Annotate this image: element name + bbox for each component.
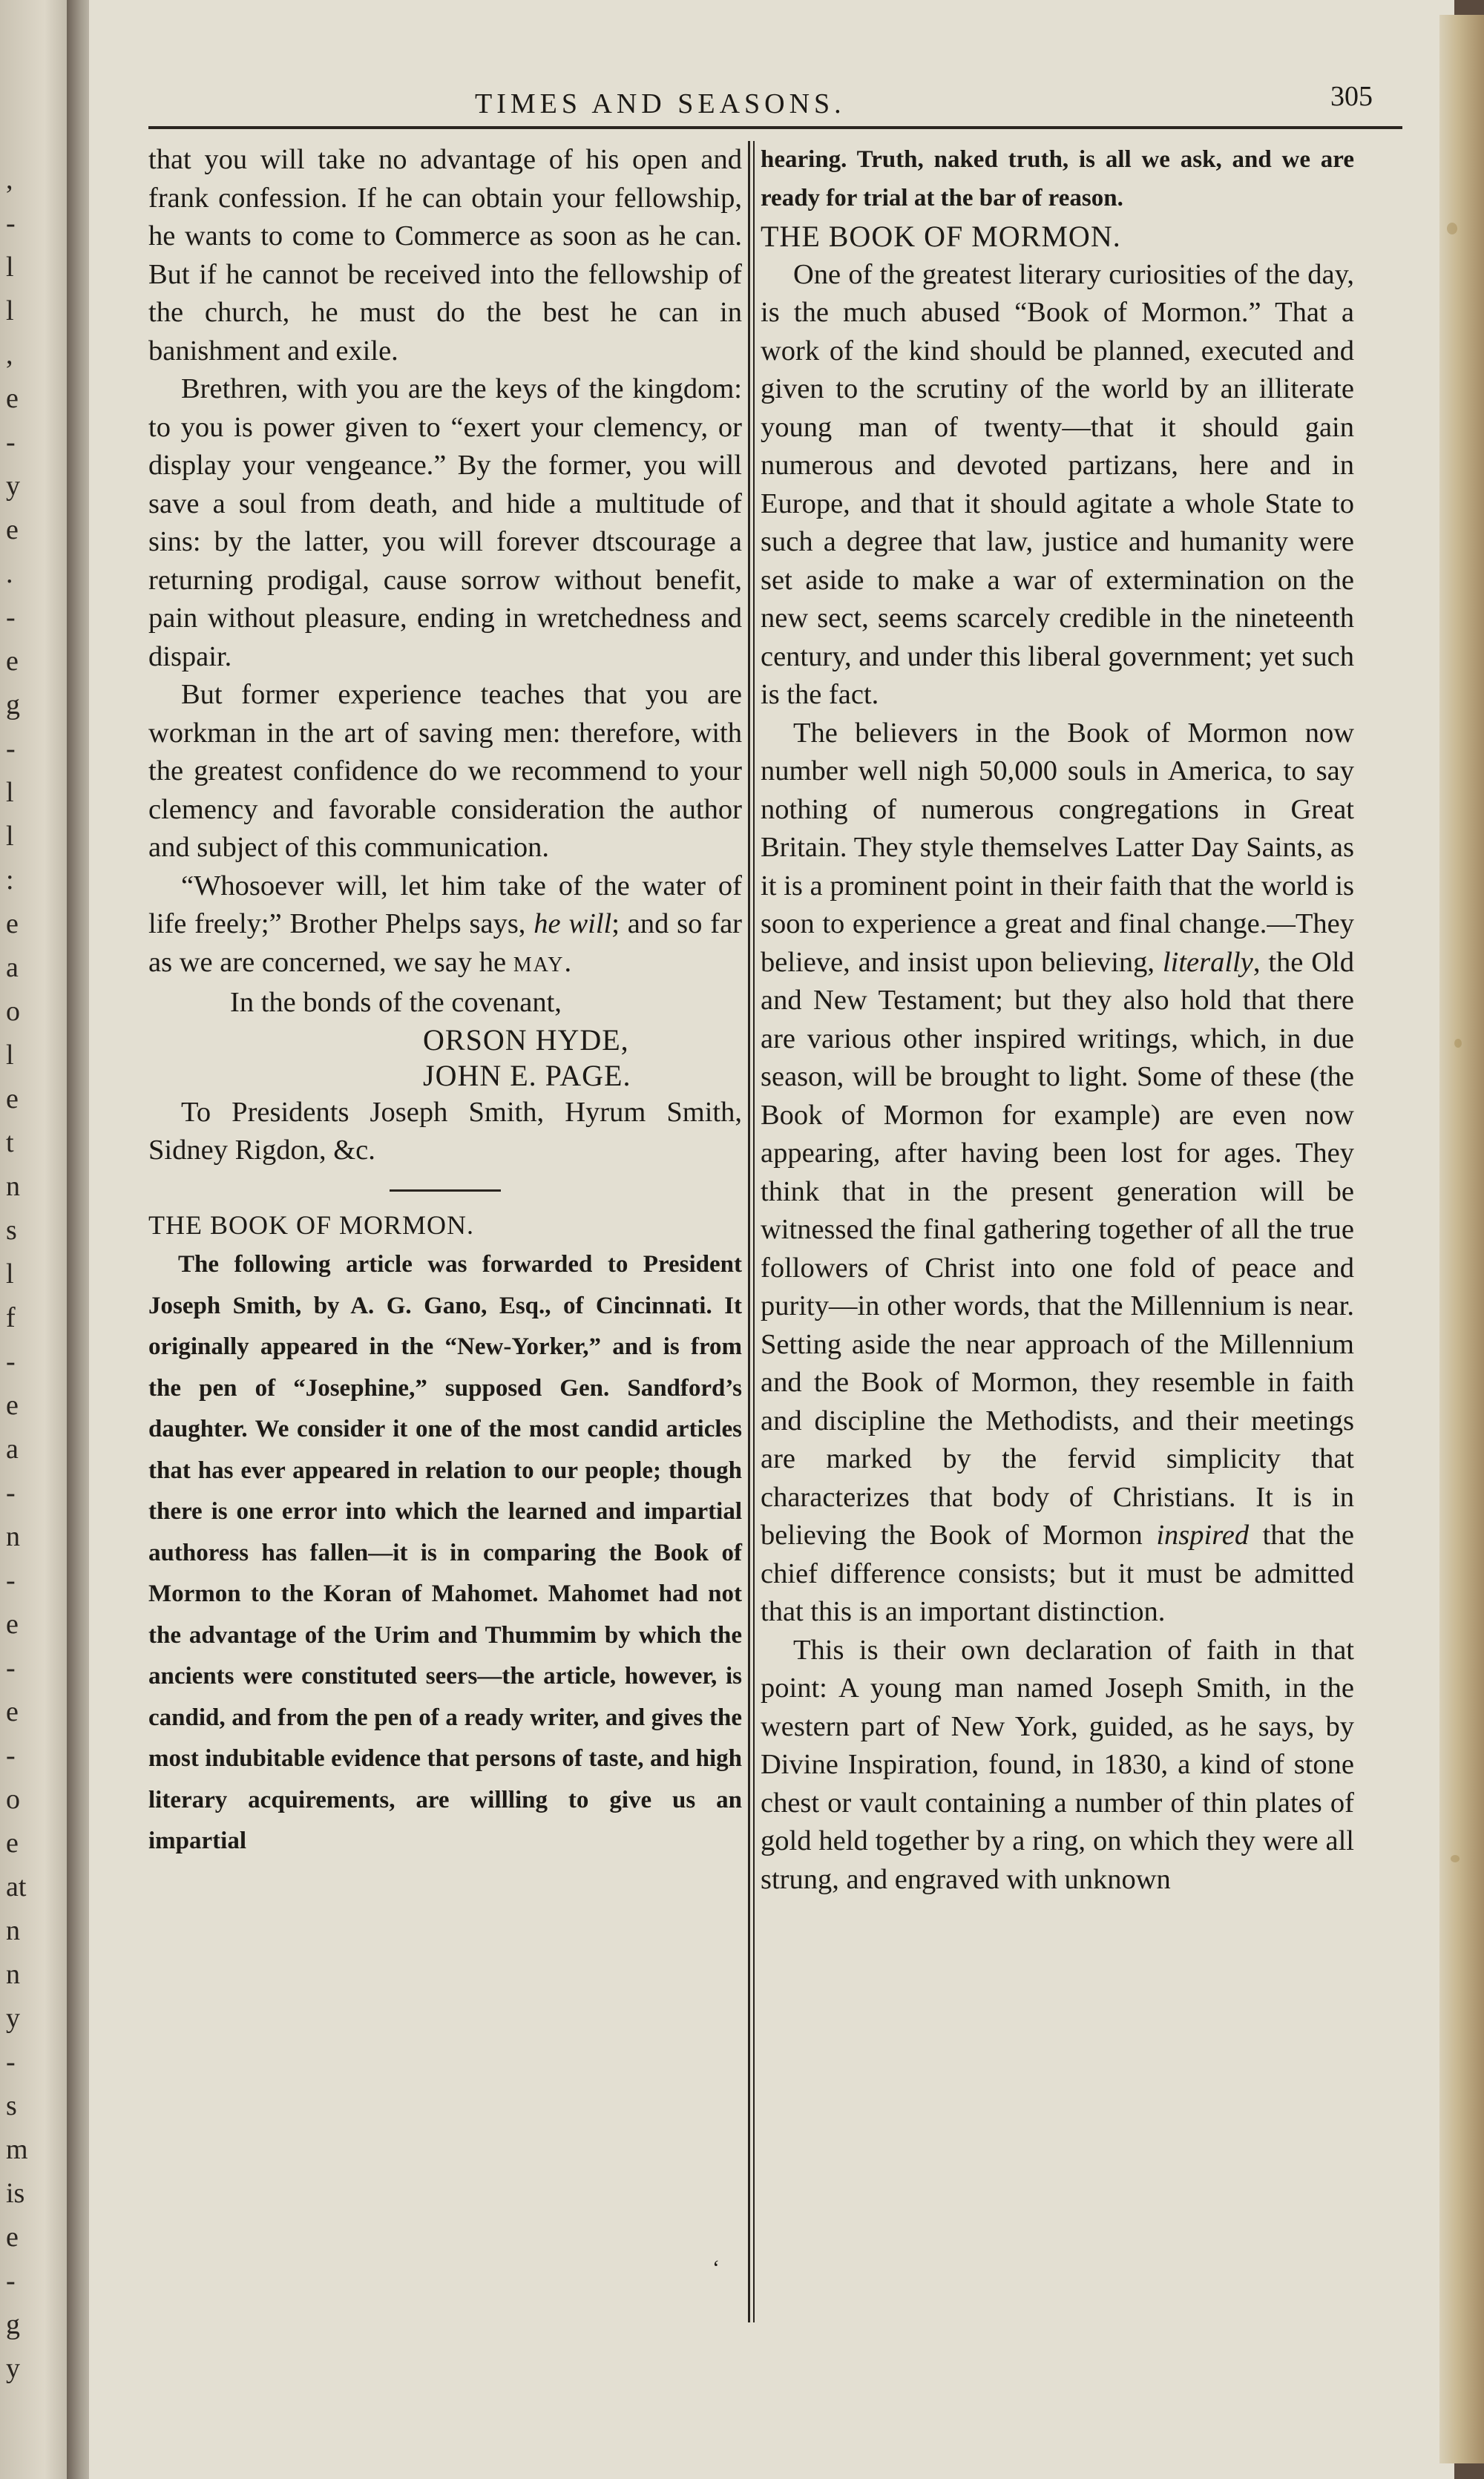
facing-page-fragment: at [6, 1871, 27, 1902]
facing-page-fragment: e [6, 1609, 19, 1640]
facing-page-fragment: e [6, 1828, 19, 1859]
facing-page-fragment: , [6, 339, 13, 370]
facing-page-fragment: - [6, 2265, 16, 2296]
facing-page-fragment: l [6, 295, 14, 326]
facing-page-fragment: l [6, 821, 14, 852]
foxing-spot [1454, 1039, 1462, 1048]
foxing-spot [1447, 223, 1457, 234]
facing-page-fragment: g [6, 2309, 20, 2340]
article-paragraph: This is their own declaration of faith in that point: A young man named Joseph Smith, in the western part of New York, guided, as he says, by Divine Inspiration, found, in 1830, a kind of stone chest or vault containing a number of thin plates of gold held together by a ring, on which they were all strung, and engraved with unknown [761, 1634, 1354, 1895]
article-paragraph: One of the greatest literary curiosities of the day, is the much abused “Book of Mormon.” That a work of the kind should be planned, executed and given to the scrutiny of the world by an illiterate young man of twenty—that it should gain numerous and devoted partizans, here and in Europe, and that it should agitate a whole State to such a degree that law, justice and humanity were set aside to make a war of extermination on the new sect, seems scarcely credible in the nineteenth century, and under this liberal government; yet such is the fact. [761, 258, 1354, 710]
section-rule [390, 1189, 501, 1192]
facing-page-fragment: e [6, 383, 19, 414]
facing-page-fragment: - [6, 1346, 16, 1377]
article-heading: THE BOOK OF MORMON. [761, 220, 1121, 253]
footer-mark: ‘ [712, 2256, 720, 2280]
facing-page-fragment: y [6, 2003, 20, 2034]
left-column [148, 141, 742, 1862]
facing-page-fragment: - [6, 733, 16, 764]
facing-page-fragment: e [6, 908, 19, 939]
running-head [148, 80, 1402, 132]
letter-paragraph: Brethren, with you are the keys of the kingdom: to you is power given to “exert your clemency, or display your vengeance.” By the former, you will save a soul from death, and hide a multitude of sins: by the latter, you will forever dtscourage a returning prodigal, cause sorrow without benefit, pain without pleasure, ending in wretchedness and dispair. [148, 373, 742, 672]
facing-page-fragment: g [6, 689, 20, 720]
column-divider-inner [753, 141, 755, 2322]
facing-page-fragment: - [6, 1652, 16, 1684]
facing-page-fragment: n [6, 1915, 20, 1946]
page-number: 305 [1330, 81, 1373, 112]
running-title: TIMES AND SEASONS. [475, 88, 846, 119]
signature-name: ORSON HYDE, [423, 1022, 629, 1057]
quote-paragraph [148, 867, 742, 985]
signature-name: JOHN E. PAGE. [423, 1058, 631, 1092]
facing-page-fragment: - [6, 602, 16, 633]
facing-page-fragment: : [6, 864, 14, 896]
continued-intro: hearing. Truth, naked truth, is all we ask, and we are ready for trial at the bar of reason. [761, 146, 1354, 211]
facing-page-fragment: y [6, 470, 20, 502]
facing-page-fragment: n [6, 1959, 20, 1990]
facing-page-fragment: y [6, 2353, 20, 2384]
facing-page-fragment: e [6, 1390, 19, 1421]
article-paragraph [761, 715, 1354, 1632]
editor-intro: The following article was forwarded to President Joseph Smith, by A. G. Gano, Esq., of Cincinnati. It originally appeared in the “New-Yorker,” and is from the pen of “Josephine,” supposed Gen. Sandford’s daughter. We consider it one of the most candid articles that has ever appeared in relation to our people; though there is one error into which the learned and impartial authoress has fallen—it is in comparing the Book of Mormon to the Koran of Mahomet. Mahomet had not the advantage of the Urim and Thummim by which the ancients were constituted seers—the article, however, is candid, and from the pen of a ready writer, and gives the most indubitable evidence that persons of taste, and high literary acquirements, are willling to give us an impartial [148, 1251, 742, 1854]
address-line: To Presidents Joseph Smith, Hyrum Smith, Sidney Rigdon, &c. [148, 1096, 742, 1166]
page-right-edge [1439, 15, 1484, 2463]
facing-page-fragment: a [6, 1434, 19, 1465]
article-text: that the chief difference consists; but it must be admitted that this is an important distinction. [761, 1520, 1354, 1627]
facing-page-fragment: - [6, 208, 16, 239]
facing-page-edge [0, 0, 74, 2479]
quote-smallcaps: MAY [513, 953, 565, 976]
quote-text: “Whosoever will, let him take of the water of life freely;” Brother Phelps says, [148, 870, 742, 939]
quote-italic: he will [533, 908, 612, 939]
facing-page-fragment: o [6, 996, 20, 1027]
section-heading: THE BOOK OF MORMON. [148, 1209, 475, 1240]
facing-page-fragment: e [6, 514, 19, 545]
facing-page-fragment: e [6, 646, 19, 677]
facing-page-fragment: is [6, 2178, 25, 2209]
quote-text: ; and so far as we are concerned, we say he [148, 908, 742, 978]
facing-page-fragment: o [6, 1784, 20, 1815]
right-column [761, 141, 1354, 1899]
facing-page-fragment: l [6, 1258, 14, 1290]
foxing-spot [1451, 1855, 1460, 1862]
facing-page-fragment: e [6, 1083, 19, 1114]
facing-page-fragment: , [6, 164, 13, 195]
facing-page-fragment: l [6, 777, 14, 808]
facing-page-fragment: f [6, 1302, 16, 1333]
letter-paragraph: that you will take no advantage of his open and frank confession. If he can obtain your fellowship, he wants to come to Commerce as soon as he can. But if he cannot be received into the fellowship of the church, he must do the best he can in banishment and exile. [148, 144, 742, 367]
facing-page-fragment: n [6, 1171, 20, 1202]
closing-line: In the bonds of the covenant, [230, 987, 562, 1018]
facing-page-fragment: - [6, 427, 16, 458]
facing-page-fragment: - [6, 1477, 16, 1508]
facing-page-fragment: t [6, 1127, 14, 1158]
facing-page-fragment: e [6, 1696, 19, 1727]
facing-page-fragment: - [6, 1740, 16, 1771]
quote-text: . [564, 946, 572, 978]
facing-page-fragment: l [6, 1040, 14, 1071]
letter-paragraph: But former experience teaches that you are workman in the art of saving men: therefore, with the greatest confidence do we recommend to your clemency and favorable consideration the author and subject of this communication. [148, 679, 742, 863]
facing-page-fragment: - [6, 2046, 16, 2078]
column-divider [748, 141, 750, 2322]
article-italic: literally [1162, 946, 1253, 978]
facing-page-fragment: s [6, 2090, 17, 2121]
facing-page-fragment: m [6, 2134, 28, 2165]
facing-page-fragment: s [6, 1215, 17, 1246]
facing-page-fragment: - [6, 1565, 16, 1596]
facing-page-fragment: a [6, 952, 19, 983]
article-text: The believers in the Book of Mormon now number well nigh 50,000 souls in America, to say nothing of numerous congregations in Great Britain. They style themselves Latter Day Saints, as it is a prominent point in their faith that the world is soon to experience a great and final change.—They believe, and insist upon believing, [761, 717, 1354, 978]
header-rule [148, 126, 1402, 129]
facing-page-fragment: e [6, 2222, 19, 2253]
article-text: , the Old and New Testament; but they also hold that there are various other inspired writings, which, in due season, will be brought to light. Some of these (the Book of Mormon for example) are even now appearing, after having been lost for ages. They think that in the present generation will be witnessed the final gathering together of all the true followers of Christ into one fold of peace and purity—in other words, that the Millennium is near. Setting aside the near approach of the Millennium and the Book of Mormon, they resemble in faith and discipline the Methodists, and their meetings are marked by the fervid simplicity that characterizes that body of Christians. It is in believing the Book of Mormon [761, 946, 1354, 1551]
facing-page-fragment: l [6, 252, 14, 283]
article-italic: inspired [1156, 1520, 1250, 1551]
facing-page-fragment: . [6, 558, 13, 589]
facing-page-fragment: n [6, 1521, 20, 1552]
